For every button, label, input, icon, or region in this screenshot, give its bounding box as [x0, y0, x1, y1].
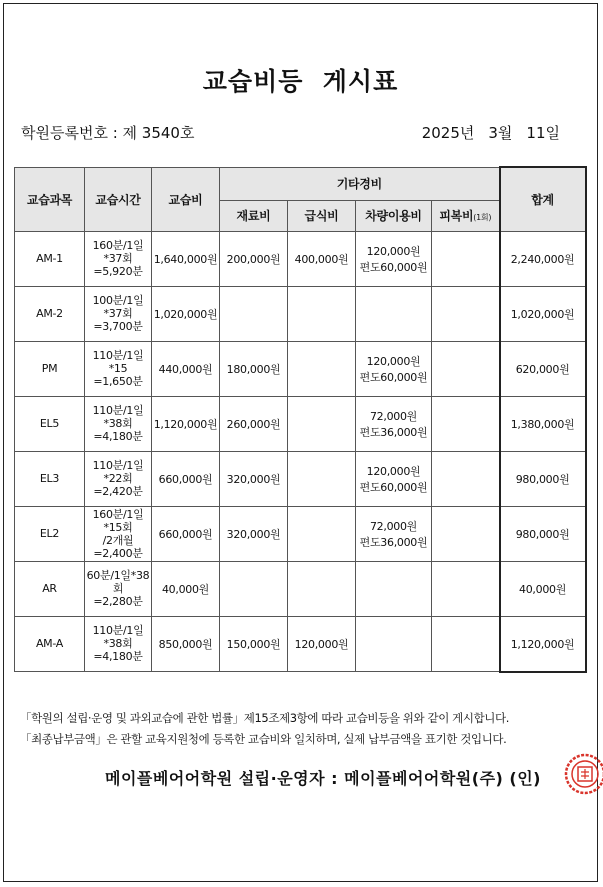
cell-meal [288, 231, 356, 286]
header-meal: 급식비 [288, 200, 356, 231]
cell-total-line: 40,000원 [519, 582, 567, 596]
cell-meal [288, 286, 356, 341]
operator-signature: 메이플베어어학원 설립·운영자 : 메이플베어어학원(주) (인) [105, 769, 541, 788]
header-other-expenses: 기타경비 [220, 167, 500, 200]
cell-time-line: =5,920분 [93, 265, 143, 278]
table-row [15, 561, 586, 616]
note-line: 「학원의 설립·운영 및 과외교습에 관한 법률」제15조제3항에 따라 교습비등을 위와 같이 게시합니다. [20, 711, 509, 725]
cell-time-line: 160분/1일*15회 [92, 507, 144, 534]
cell-time-line: 110분/1일*15 [92, 349, 144, 375]
table-row [15, 506, 586, 561]
cell-meal-line: 120,000원 [294, 637, 349, 651]
cell-uniform [432, 341, 500, 396]
cell-course-line: AR [42, 582, 57, 595]
cell-tuition [152, 616, 220, 672]
table-row [15, 341, 586, 396]
cell-vehicle-line: 72,000원 [369, 409, 417, 423]
header-material: 재료비 [220, 200, 288, 231]
cell-uniform [432, 616, 500, 672]
cell-vehicle [356, 231, 432, 286]
cell-time-line: 160분/1일*37회 [92, 239, 144, 265]
cell-course-line: AM-A [35, 637, 64, 651]
cell-tuition [152, 341, 220, 396]
cell-vehicle [356, 286, 432, 341]
registration-number: 학원등록번호 : 제 3540호 [21, 124, 195, 142]
cell-total-line: 2,240,000원 [510, 252, 575, 266]
table-row [15, 616, 586, 672]
cell-material [220, 396, 288, 451]
official-seal-icon [563, 752, 603, 796]
cell-tuition-line: 40,000원 [161, 582, 209, 596]
cell-total [500, 341, 586, 396]
cell-vehicle-line: 편도60,000원 [359, 480, 428, 494]
cell-vehicle [356, 396, 432, 451]
cell-vehicle [356, 451, 432, 506]
header-time: 교습시간 [85, 167, 152, 231]
cell-material [220, 451, 288, 506]
cell-meal [288, 341, 356, 396]
cell-time [85, 231, 152, 286]
cell-time-line: =1,650분 [93, 375, 143, 388]
cell-course [15, 231, 85, 286]
cell-time-line: /2개월=2,400분 [93, 533, 143, 560]
cell-material-line: 150,000원 [226, 637, 281, 651]
cell-material [220, 506, 288, 561]
cell-time [85, 506, 152, 561]
cell-course [15, 341, 85, 396]
cell-tuition-line: 850,000원 [158, 637, 213, 651]
cell-total [500, 396, 586, 451]
cell-tuition [152, 506, 220, 561]
cell-uniform [432, 561, 500, 616]
cell-vehicle [356, 561, 432, 616]
header-total: 합계 [500, 167, 586, 231]
cell-tuition-line: 1,640,000원 [153, 252, 218, 266]
cell-vehicle-line: 72,000원 [369, 519, 417, 533]
cell-tuition-line: 1,020,000원 [153, 307, 218, 321]
cell-vehicle-line: 편도36,000원 [359, 535, 428, 549]
cell-time-line: =2,420분 [93, 485, 143, 498]
cell-meal [288, 506, 356, 561]
cell-course [15, 396, 85, 451]
header-vehicle: 차량이용비 [356, 200, 432, 231]
cell-total [500, 286, 586, 341]
date-day: 11일 [526, 124, 560, 142]
cell-vehicle [356, 616, 432, 672]
cell-tuition [152, 231, 220, 286]
cell-time [85, 561, 152, 616]
cell-material [220, 286, 288, 341]
cell-material-line: 180,000원 [226, 362, 281, 376]
date-month: 3월 [488, 124, 513, 142]
cell-time [85, 286, 152, 341]
cell-vehicle-line: 편도60,000원 [359, 260, 428, 274]
cell-total-line: 620,000원 [515, 362, 570, 376]
cell-time-line: 110분/1일*38회 [92, 404, 144, 430]
table-row [15, 286, 586, 341]
cell-total [500, 506, 586, 561]
cell-material [220, 561, 288, 616]
cell-time-line: =4,180분 [93, 650, 143, 664]
cell-total [500, 231, 586, 286]
cell-material [220, 341, 288, 396]
fee-table [14, 166, 587, 673]
cell-time-line: =4,180분 [93, 430, 143, 443]
cell-vehicle-line: 편도60,000원 [359, 370, 428, 384]
cell-total-line: 1,380,000원 [510, 417, 575, 431]
cell-course [15, 451, 85, 506]
cell-uniform [432, 506, 500, 561]
cell-tuition [152, 561, 220, 616]
cell-material [220, 616, 288, 672]
page-title: 교습비등 게시표 [202, 67, 399, 96]
cell-time [85, 396, 152, 451]
notice-date [408, 122, 560, 143]
cell-material-line: 320,000원 [226, 527, 281, 541]
cell-meal [288, 616, 356, 672]
cell-vehicle [356, 341, 432, 396]
legal-notes [20, 708, 509, 750]
header-uniform [432, 200, 500, 231]
cell-time [85, 341, 152, 396]
cell-tuition-line: 1,120,000원 [153, 417, 218, 431]
cell-uniform [432, 286, 500, 341]
cell-time-line: 60분/1일*38회 [86, 569, 150, 595]
cell-uniform [432, 396, 500, 451]
cell-total-line: 1,120,000원 [510, 637, 575, 651]
cell-uniform [432, 451, 500, 506]
cell-time-line: =2,280분 [93, 595, 143, 608]
cell-meal [288, 451, 356, 506]
cell-total [500, 616, 586, 672]
cell-course-line: AM-2 [36, 307, 63, 320]
cell-vehicle [356, 506, 432, 561]
cell-material-line: 260,000원 [226, 417, 281, 431]
cell-course-line: AM-1 [36, 252, 63, 265]
cell-total-line: 980,000원 [515, 472, 570, 486]
table-row [15, 231, 586, 286]
cell-vehicle-line: 120,000원 [366, 464, 421, 478]
cell-meal [288, 561, 356, 616]
cell-time-line: 110분/1일*22회 [92, 459, 144, 485]
cell-meal-line: 400,000원 [294, 252, 349, 266]
table-row [15, 451, 586, 506]
cell-time-line: 110분/1일*38회 [92, 624, 144, 651]
cell-time-line: =3,700분 [93, 320, 143, 333]
cell-time-line: 100분/1일*37회 [92, 294, 144, 320]
cell-course-line: EL2 [39, 527, 60, 540]
cell-total-line: 980,000원 [515, 527, 570, 541]
cell-tuition-line: 440,000원 [158, 362, 213, 376]
cell-course-line: EL3 [39, 472, 60, 485]
cell-material [220, 231, 288, 286]
cell-tuition [152, 451, 220, 506]
header-course: 교습과목 [15, 167, 85, 231]
cell-material-line: 320,000원 [226, 472, 281, 486]
cell-vehicle-line: 120,000원 [366, 244, 421, 258]
cell-tuition [152, 396, 220, 451]
cell-tuition [152, 286, 220, 341]
note-line: 「최종납부금액」은 관할 교육지원청에 등록한 교습비와 일치하며, 실제 납부금액을 표기한 것입니다. [20, 732, 507, 746]
cell-total-line: 1,020,000원 [510, 307, 575, 321]
cell-vehicle-line: 편도36,000원 [359, 425, 428, 439]
cell-material-line: 200,000원 [226, 252, 281, 266]
cell-course [15, 561, 85, 616]
header-uniform-note: (1회) [473, 213, 492, 222]
table-row [15, 396, 586, 451]
cell-tuition-line: 660,000원 [158, 472, 213, 486]
cell-total [500, 561, 586, 616]
cell-course-line: EL5 [39, 417, 60, 430]
cell-course [15, 286, 85, 341]
cell-total [500, 451, 586, 506]
date-year: 2025년 [421, 124, 475, 142]
cell-vehicle-line: 120,000원 [366, 354, 421, 368]
cell-time [85, 616, 152, 672]
cell-tuition-line: 660,000원 [158, 527, 213, 541]
cell-time [85, 451, 152, 506]
cell-course [15, 616, 85, 672]
cell-meal [288, 396, 356, 451]
cell-course [15, 506, 85, 561]
cell-uniform [432, 231, 500, 286]
cell-course-line: PM [41, 362, 58, 375]
header-uniform-label: 피복비 [439, 209, 474, 223]
header-tuition: 교습비 [152, 167, 220, 231]
